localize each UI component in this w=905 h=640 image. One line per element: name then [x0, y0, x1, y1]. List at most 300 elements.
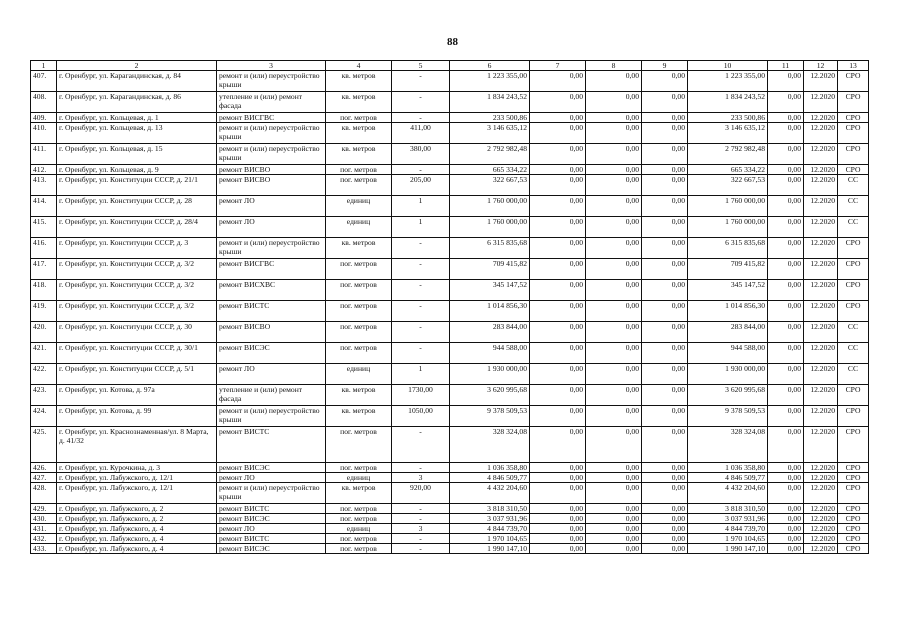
deadline-cell: 12.2020	[804, 524, 838, 534]
deadline-cell: 12.2020	[804, 123, 838, 144]
address-cell: г. Оренбург, ул. Кольцевая, д. 13	[57, 123, 217, 144]
other-funds-cell: 0,00	[768, 427, 804, 463]
local-budget-cell: 0,00	[642, 322, 688, 343]
local-budget-cell: 0,00	[642, 385, 688, 406]
local-budget-cell: 0,00	[642, 524, 688, 534]
fund-cell: 0,00	[530, 514, 586, 524]
total-cost-cell: 1 223 355,00	[450, 71, 530, 92]
address-cell: г. Оренбург, ул. Кольцевая, д. 9	[57, 165, 217, 175]
fund-cell: 0,00	[530, 544, 586, 554]
method-cell: СРО	[838, 385, 869, 406]
method-cell: СС	[838, 175, 869, 196]
work-type-cell: утепление и (или) ремонт фасада	[217, 385, 326, 406]
owners-funds-cell: 3 620 995,68	[688, 385, 768, 406]
column-header: 10	[688, 61, 768, 71]
owners-funds-cell: 1 036 358,80	[688, 463, 768, 473]
budget-cell: 0,00	[586, 514, 642, 524]
total-cost-cell: 3 620 995,68	[450, 385, 530, 406]
unit-cell: единиц	[326, 473, 392, 483]
address-cell: г. Оренбург, ул. Кольцевая, д. 1	[57, 113, 217, 123]
total-cost-cell: 1 014 856,30	[450, 301, 530, 322]
table-row	[31, 534, 869, 544]
row-number: 410.	[31, 123, 57, 144]
fund-cell: 0,00	[530, 463, 586, 473]
unit-cell: пог. метров	[326, 113, 392, 123]
owners-funds-cell: 4 846 509,77	[688, 473, 768, 483]
unit-cell: пог. метров	[326, 165, 392, 175]
row-number: 433.	[31, 544, 57, 554]
budget-cell: 0,00	[586, 301, 642, 322]
row-number: 407.	[31, 71, 57, 92]
local-budget-cell: 0,00	[642, 406, 688, 427]
method-cell: СРО	[838, 473, 869, 483]
local-budget-cell: 0,00	[642, 427, 688, 463]
fund-cell: 0,00	[530, 364, 586, 385]
budget-cell: 0,00	[586, 217, 642, 238]
quantity-cell: 920,00	[392, 483, 450, 504]
unit-cell: кв. метров	[326, 71, 392, 92]
unit-cell: кв. метров	[326, 483, 392, 504]
budget-cell: 0,00	[586, 544, 642, 554]
fund-cell: 0,00	[530, 71, 586, 92]
work-type-cell: ремонт ВИСГВС	[217, 113, 326, 123]
row-number: 419.	[31, 301, 57, 322]
local-budget-cell: 0,00	[642, 71, 688, 92]
local-budget-cell: 0,00	[642, 123, 688, 144]
column-header: 2	[57, 61, 217, 71]
address-cell: г. Оренбург, ул. Карагандинская, д. 86	[57, 92, 217, 113]
budget-cell: 0,00	[586, 280, 642, 301]
owners-funds-cell: 3 037 931,96	[688, 514, 768, 524]
address-cell: г. Оренбург, ул. Лабужского, д. 2	[57, 514, 217, 524]
address-cell: г. Оренбург, ул. Лабужского, д. 12/1	[57, 473, 217, 483]
address-cell: г. Оренбург, ул. Лабужского, д. 4	[57, 544, 217, 554]
work-type-cell: ремонт и (или) переустройство крыши	[217, 238, 326, 259]
deadline-cell: 12.2020	[804, 385, 838, 406]
budget-cell: 0,00	[586, 364, 642, 385]
fund-cell: 0,00	[530, 406, 586, 427]
deadline-cell: 12.2020	[804, 463, 838, 473]
work-type-cell: ремонт ВИСТС	[217, 504, 326, 514]
unit-cell: пог. метров	[326, 280, 392, 301]
total-cost-cell: 328 324,08	[450, 427, 530, 463]
table-row	[31, 175, 869, 196]
repair-program-table	[30, 60, 869, 554]
table-row	[31, 217, 869, 238]
other-funds-cell: 0,00	[768, 385, 804, 406]
method-cell: СРО	[838, 514, 869, 524]
work-type-cell: ремонт и (или) переустройство крыши	[217, 406, 326, 427]
deadline-cell: 12.2020	[804, 71, 838, 92]
fund-cell: 0,00	[530, 165, 586, 175]
unit-cell: пог. метров	[326, 343, 392, 364]
work-type-cell: ремонт ЛО	[217, 473, 326, 483]
work-type-cell: ремонт ЛО	[217, 524, 326, 534]
table-row	[31, 113, 869, 123]
fund-cell: 0,00	[530, 280, 586, 301]
total-cost-cell: 1 834 243,52	[450, 92, 530, 113]
method-cell: СРО	[838, 483, 869, 504]
deadline-cell: 12.2020	[804, 165, 838, 175]
work-type-cell: ремонт и (или) переустройство крыши	[217, 144, 326, 165]
owners-funds-cell: 3 146 635,12	[688, 123, 768, 144]
deadline-cell: 12.2020	[804, 144, 838, 165]
local-budget-cell: 0,00	[642, 343, 688, 364]
column-header: 4	[326, 61, 392, 71]
budget-cell: 0,00	[586, 463, 642, 473]
other-funds-cell: 0,00	[768, 259, 804, 280]
owners-funds-cell: 345 147,52	[688, 280, 768, 301]
unit-cell: кв. метров	[326, 238, 392, 259]
total-cost-cell: 233 500,86	[450, 113, 530, 123]
local-budget-cell: 0,00	[642, 514, 688, 524]
row-number: 429.	[31, 504, 57, 514]
table-row	[31, 71, 869, 92]
table-row	[31, 343, 869, 364]
work-type-cell: ремонт ЛО	[217, 364, 326, 385]
address-cell: г. Оренбург, ул. Кольцевая, д. 15	[57, 144, 217, 165]
budget-cell: 0,00	[586, 196, 642, 217]
fund-cell: 0,00	[530, 238, 586, 259]
address-cell: г. Оренбург, ул. Котова, д. 99	[57, 406, 217, 427]
deadline-cell: 12.2020	[804, 504, 838, 514]
unit-cell: пог. метров	[326, 175, 392, 196]
local-budget-cell: 0,00	[642, 196, 688, 217]
method-cell: СРО	[838, 504, 869, 514]
column-header: 13	[838, 61, 869, 71]
method-cell: СС	[838, 217, 869, 238]
total-cost-cell: 1 036 358,80	[450, 463, 530, 473]
unit-cell: пог. метров	[326, 544, 392, 554]
deadline-cell: 12.2020	[804, 280, 838, 301]
work-type-cell: ремонт ВИСТС	[217, 534, 326, 544]
method-cell: СРО	[838, 427, 869, 463]
unit-cell: кв. метров	[326, 385, 392, 406]
other-funds-cell: 0,00	[768, 483, 804, 504]
work-type-cell: ремонт и (или) переустройство крыши	[217, 483, 326, 504]
unit-cell: пог. метров	[326, 504, 392, 514]
budget-cell: 0,00	[586, 71, 642, 92]
owners-funds-cell: 6 315 835,68	[688, 238, 768, 259]
fund-cell: 0,00	[530, 524, 586, 534]
quantity-cell: 3	[392, 524, 450, 534]
method-cell: СРО	[838, 463, 869, 473]
other-funds-cell: 0,00	[768, 144, 804, 165]
work-type-cell: ремонт ВИСХВС	[217, 280, 326, 301]
total-cost-cell: 3 037 931,96	[450, 514, 530, 524]
row-number: 431.	[31, 524, 57, 534]
fund-cell: 0,00	[530, 343, 586, 364]
column-header: 8	[586, 61, 642, 71]
address-cell: г. Оренбург, ул. Краснознаменная/ул. 8 Марта, д. 41/32	[57, 427, 217, 463]
fund-cell: 0,00	[530, 301, 586, 322]
quantity-cell: -	[392, 71, 450, 92]
owners-funds-cell: 3 818 310,50	[688, 504, 768, 514]
row-number: 427.	[31, 473, 57, 483]
fund-cell: 0,00	[530, 123, 586, 144]
unit-cell: кв. метров	[326, 123, 392, 144]
method-cell: СРО	[838, 259, 869, 280]
budget-cell: 0,00	[586, 92, 642, 113]
column-header: 5	[392, 61, 450, 71]
method-cell: СРО	[838, 123, 869, 144]
column-header: 9	[642, 61, 688, 71]
address-cell: г. Оренбург, ул. Конституции СССР, д. 3/2	[57, 259, 217, 280]
total-cost-cell: 3 146 635,12	[450, 123, 530, 144]
quantity-cell: 1	[392, 364, 450, 385]
other-funds-cell: 0,00	[768, 217, 804, 238]
address-cell: г. Оренбург, ул. Курочкина, д. 3	[57, 463, 217, 473]
table-row	[31, 483, 869, 504]
method-cell: СРО	[838, 406, 869, 427]
address-cell: г. Оренбург, ул. Лабужского, д. 4	[57, 534, 217, 544]
method-cell: СРО	[838, 301, 869, 322]
quantity-cell: 380,00	[392, 144, 450, 165]
method-cell: СРО	[838, 534, 869, 544]
quantity-cell: -	[392, 92, 450, 113]
fund-cell: 0,00	[530, 217, 586, 238]
unit-cell: пог. метров	[326, 514, 392, 524]
method-cell: СРО	[838, 280, 869, 301]
budget-cell: 0,00	[586, 175, 642, 196]
local-budget-cell: 0,00	[642, 175, 688, 196]
work-type-cell: ремонт ВИСЭС	[217, 544, 326, 554]
other-funds-cell: 0,00	[768, 524, 804, 534]
work-type-cell: утепление и (или) ремонт фасада	[217, 92, 326, 113]
quantity-cell: -	[392, 113, 450, 123]
budget-cell: 0,00	[586, 238, 642, 259]
other-funds-cell: 0,00	[768, 364, 804, 385]
address-cell: г. Оренбург, ул. Конституции СССР, д. 28/4	[57, 217, 217, 238]
table-row	[31, 92, 869, 113]
fund-cell: 0,00	[530, 113, 586, 123]
local-budget-cell: 0,00	[642, 165, 688, 175]
other-funds-cell: 0,00	[768, 463, 804, 473]
owners-funds-cell: 2 792 982,48	[688, 144, 768, 165]
quantity-cell: -	[392, 322, 450, 343]
fund-cell: 0,00	[530, 175, 586, 196]
owners-funds-cell: 665 334,22	[688, 165, 768, 175]
budget-cell: 0,00	[586, 483, 642, 504]
budget-cell: 0,00	[586, 473, 642, 483]
quantity-cell: -	[392, 427, 450, 463]
deadline-cell: 12.2020	[804, 217, 838, 238]
quantity-cell: 1	[392, 196, 450, 217]
table-row	[31, 238, 869, 259]
method-cell: СС	[838, 196, 869, 217]
deadline-cell: 12.2020	[804, 301, 838, 322]
table-row	[31, 463, 869, 473]
deadline-cell: 12.2020	[804, 534, 838, 544]
fund-cell: 0,00	[530, 196, 586, 217]
owners-funds-cell: 1 990 147,10	[688, 544, 768, 554]
method-cell: СРО	[838, 113, 869, 123]
address-cell: г. Оренбург, ул. Котова, д. 97а	[57, 385, 217, 406]
local-budget-cell: 0,00	[642, 473, 688, 483]
local-budget-cell: 0,00	[642, 92, 688, 113]
budget-cell: 0,00	[586, 385, 642, 406]
deadline-cell: 12.2020	[804, 113, 838, 123]
other-funds-cell: 0,00	[768, 514, 804, 524]
deadline-cell: 12.2020	[804, 473, 838, 483]
deadline-cell: 12.2020	[804, 406, 838, 427]
owners-funds-cell: 1 760 000,00	[688, 217, 768, 238]
address-cell: г. Оренбург, ул. Конституции СССР, д. 3/2	[57, 280, 217, 301]
table-row	[31, 196, 869, 217]
column-header: 12	[804, 61, 838, 71]
table-row	[31, 385, 869, 406]
fund-cell: 0,00	[530, 322, 586, 343]
owners-funds-cell: 4 432 204,60	[688, 483, 768, 504]
local-budget-cell: 0,00	[642, 534, 688, 544]
work-type-cell: ремонт ВИСВО	[217, 175, 326, 196]
unit-cell: кв. метров	[326, 406, 392, 427]
deadline-cell: 12.2020	[804, 364, 838, 385]
method-cell: СС	[838, 343, 869, 364]
other-funds-cell: 0,00	[768, 544, 804, 554]
quantity-cell: -	[392, 534, 450, 544]
table-row	[31, 473, 869, 483]
method-cell: СРО	[838, 238, 869, 259]
row-number: 418.	[31, 280, 57, 301]
budget-cell: 0,00	[586, 524, 642, 534]
owners-funds-cell: 1 930 000,00	[688, 364, 768, 385]
column-header: 11	[768, 61, 804, 71]
unit-cell: единиц	[326, 364, 392, 385]
row-number: 409.	[31, 113, 57, 123]
other-funds-cell: 0,00	[768, 165, 804, 175]
method-cell: СРО	[838, 544, 869, 554]
fund-cell: 0,00	[530, 92, 586, 113]
local-budget-cell: 0,00	[642, 280, 688, 301]
address-cell: г. Оренбург, ул. Конституции СССР, д. 3	[57, 238, 217, 259]
unit-cell: пог. метров	[326, 534, 392, 544]
row-number: 422.	[31, 364, 57, 385]
table-row	[31, 406, 869, 427]
deadline-cell: 12.2020	[804, 322, 838, 343]
total-cost-cell: 665 334,22	[450, 165, 530, 175]
quantity-cell: 3	[392, 473, 450, 483]
quantity-cell: 1	[392, 217, 450, 238]
method-cell: СС	[838, 322, 869, 343]
table-row	[31, 280, 869, 301]
address-cell: г. Оренбург, ул. Конституции СССР, д. 3/2	[57, 301, 217, 322]
other-funds-cell: 0,00	[768, 406, 804, 427]
address-cell: г. Оренбург, ул. Конституции СССР, д. 28	[57, 196, 217, 217]
table-row	[31, 514, 869, 524]
total-cost-cell: 2 792 982,48	[450, 144, 530, 165]
work-type-cell: ремонт ЛО	[217, 217, 326, 238]
table-row	[31, 259, 869, 280]
owners-funds-cell: 1 834 243,52	[688, 92, 768, 113]
total-cost-cell: 4 432 204,60	[450, 483, 530, 504]
budget-cell: 0,00	[586, 534, 642, 544]
other-funds-cell: 0,00	[768, 473, 804, 483]
method-cell: СРО	[838, 524, 869, 534]
deadline-cell: 12.2020	[804, 483, 838, 504]
row-number: 421.	[31, 343, 57, 364]
table-row	[31, 524, 869, 534]
other-funds-cell: 0,00	[768, 175, 804, 196]
unit-cell: единиц	[326, 196, 392, 217]
address-cell: г. Оренбург, ул. Лабужского, д. 2	[57, 504, 217, 514]
other-funds-cell: 0,00	[768, 280, 804, 301]
total-cost-cell: 4 844 739,70	[450, 524, 530, 534]
total-cost-cell: 283 844,00	[450, 322, 530, 343]
owners-funds-cell: 1 970 104,65	[688, 534, 768, 544]
total-cost-cell: 709 415,82	[450, 259, 530, 280]
address-cell: г. Оренбург, ул. Карагандинская, д. 84	[57, 71, 217, 92]
budget-cell: 0,00	[586, 322, 642, 343]
row-number: 426.	[31, 463, 57, 473]
other-funds-cell: 0,00	[768, 71, 804, 92]
table-row	[31, 123, 869, 144]
quantity-cell: -	[392, 544, 450, 554]
budget-cell: 0,00	[586, 165, 642, 175]
column-header: 3	[217, 61, 326, 71]
budget-cell: 0,00	[586, 259, 642, 280]
method-cell: СРО	[838, 92, 869, 113]
other-funds-cell: 0,00	[768, 113, 804, 123]
budget-cell: 0,00	[586, 504, 642, 514]
column-header: 1	[31, 61, 57, 71]
other-funds-cell: 0,00	[768, 534, 804, 544]
quantity-cell: -	[392, 463, 450, 473]
local-budget-cell: 0,00	[642, 113, 688, 123]
work-type-cell: ремонт ВИСГВС	[217, 259, 326, 280]
fund-cell: 0,00	[530, 473, 586, 483]
unit-cell: пог. метров	[326, 427, 392, 463]
deadline-cell: 12.2020	[804, 196, 838, 217]
owners-funds-cell: 4 844 739,70	[688, 524, 768, 534]
quantity-cell: -	[392, 504, 450, 514]
deadline-cell: 12.2020	[804, 544, 838, 554]
unit-cell: пог. метров	[326, 259, 392, 280]
row-number: 415.	[31, 217, 57, 238]
row-number: 413.	[31, 175, 57, 196]
work-type-cell: ремонт и (или) переустройство крыши	[217, 123, 326, 144]
work-type-cell: ремонт ВИСЭС	[217, 514, 326, 524]
fund-cell: 0,00	[530, 483, 586, 504]
budget-cell: 0,00	[586, 123, 642, 144]
table-row	[31, 364, 869, 385]
row-number: 416.	[31, 238, 57, 259]
owners-funds-cell: 233 500,86	[688, 113, 768, 123]
local-budget-cell: 0,00	[642, 301, 688, 322]
budget-cell: 0,00	[586, 144, 642, 165]
owners-funds-cell: 9 378 509,53	[688, 406, 768, 427]
address-cell: г. Оренбург, ул. Конституции СССР, д. 21/1	[57, 175, 217, 196]
budget-cell: 0,00	[586, 113, 642, 123]
local-budget-cell: 0,00	[642, 463, 688, 473]
quantity-cell: 205,00	[392, 175, 450, 196]
work-type-cell: ремонт ВИСЭС	[217, 463, 326, 473]
row-number: 411.	[31, 144, 57, 165]
address-cell: г. Оренбург, ул. Конституции СССР, д. 30/1	[57, 343, 217, 364]
fund-cell: 0,00	[530, 144, 586, 165]
fund-cell: 0,00	[530, 259, 586, 280]
budget-cell: 0,00	[586, 406, 642, 427]
local-budget-cell: 0,00	[642, 238, 688, 259]
unit-cell: единиц	[326, 217, 392, 238]
total-cost-cell: 6 315 835,68	[450, 238, 530, 259]
table-row	[31, 301, 869, 322]
total-cost-cell: 1 760 000,00	[450, 217, 530, 238]
fund-cell: 0,00	[530, 534, 586, 544]
work-type-cell: ремонт ВИСВО	[217, 165, 326, 175]
deadline-cell: 12.2020	[804, 427, 838, 463]
method-cell: СРО	[838, 144, 869, 165]
